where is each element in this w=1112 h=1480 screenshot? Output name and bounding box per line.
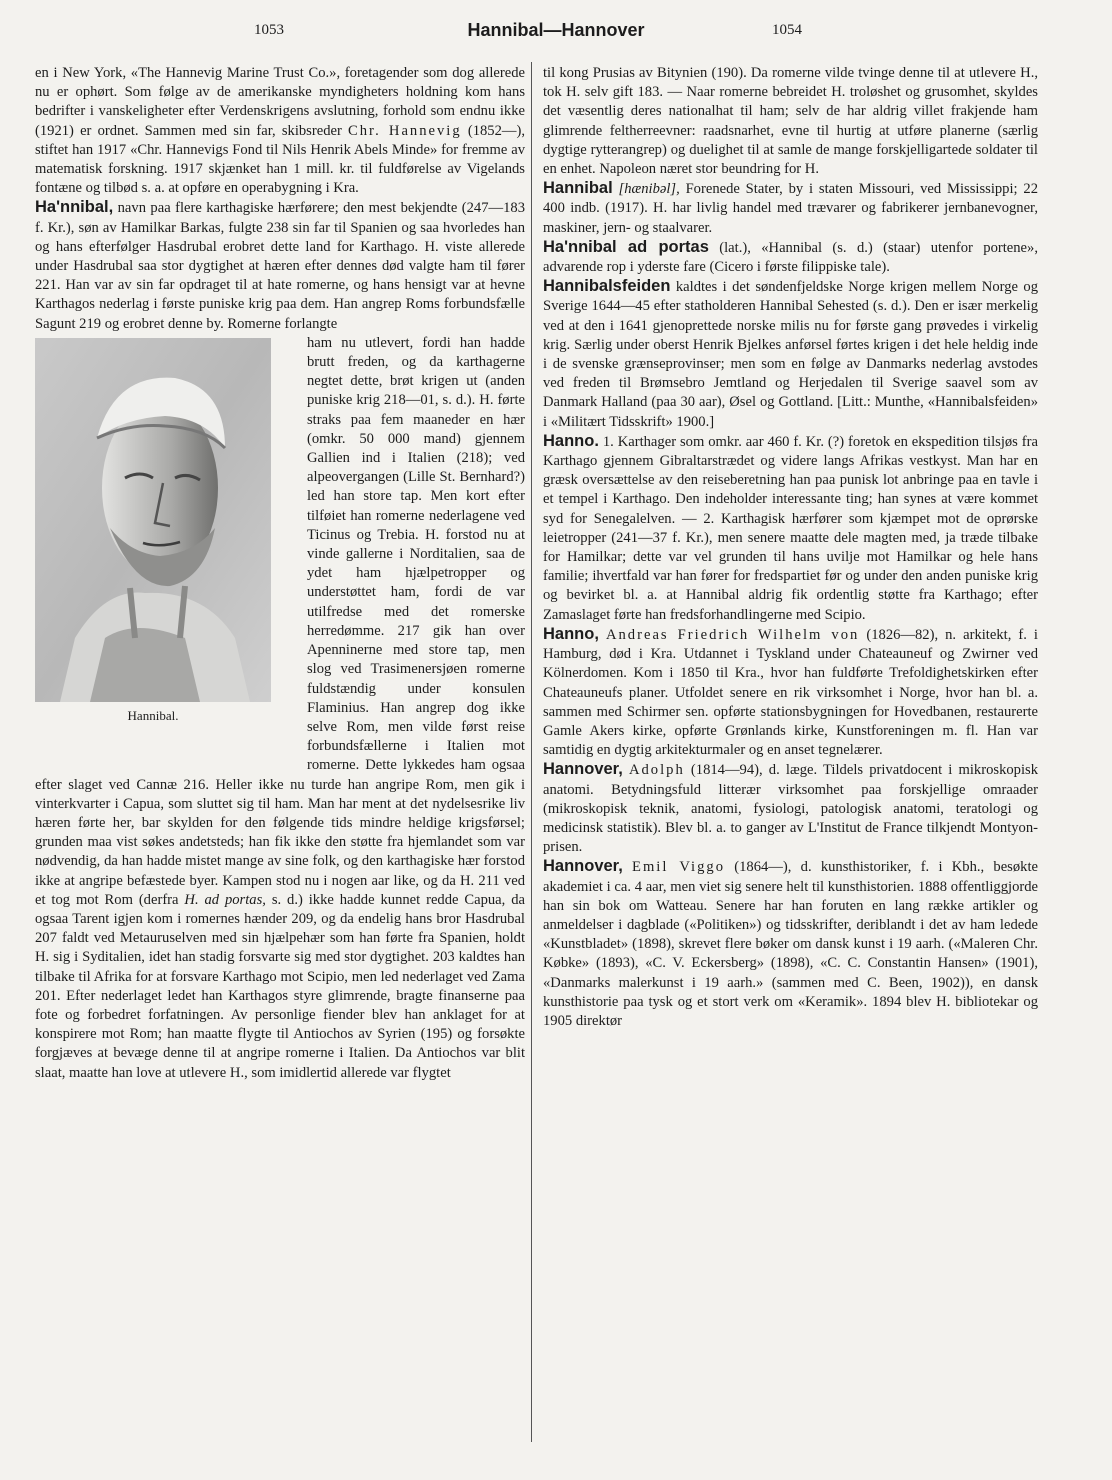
column-divider xyxy=(531,62,532,1442)
headword: Hannibalsfeiden xyxy=(543,277,671,296)
running-title: Hannibal—Hannover xyxy=(467,20,645,40)
headword: Ha'nnibal ad portas xyxy=(543,237,709,256)
page-number-left: 1053 xyxy=(254,22,284,38)
entry-hannibal-end: til kong Prusias av Bitynien (190). Da romerne vilde tvinge denne til at utlevere H., tok H. selv gift 183. — Naar romerne bebreidet H. troløshet og grusomhet, skyldes det væsentlig deres nationalhat til ham; selv de har aldrig villet frakjende ham glimrende feltherreevner: raadsnarhet, evne til hurtig at utføre planerne (særlig dygtige rytterangrep) og duelighet til at samle de mange forskjelligartede soldater til en enhet. Napoleon næret stor beundring for H. xyxy=(543,65,1038,178)
entry-hannover-adolph: Hannover, Adolph (1814—94), d. læge. Tildels privatdocent i mikroskopisk anatomi. Betydningsfuld litterær virksomhet paa forskjellige omraader (mikroskopisk teknik, anatomi, fysiologi, patologisk anatomi, teratologi og medicinsk statistik). Blev bl. a. to ganger av L'Institut de France tilkjendt Montyon-prisen. xyxy=(543,760,1038,856)
hannibal-bust-image xyxy=(35,338,271,702)
figure-caption: Hannibal. xyxy=(127,707,179,723)
headword: Hanno. xyxy=(543,431,599,450)
entry-hannibal-ad-portas: Ha'nnibal ad portas (lat.), «Hannibal (s. d.) (staar) utenfor portene», advarende rop i yderste fare (Cicero i første filippiske tale). xyxy=(543,237,1038,276)
entry-hanno: Hanno. 1. Karthager som omkr. aar 460 f. Kr. (?) foretok en ekspedition tilsjøs fra Karthago gjennem Gibraltarstrædet og videre langs Afrikas vestkyst. Man har en græsk oversættelse av den reiseberetning han paa punisk lot anbringe paa en tavle i et tempel i Karthago. Den indeholder interessante ting; han synes at være kommet syd for Senegalelven. — 2. Karthagisk hærfører som kjæmpet mot de oprørske leietropper (241—37 f. Kr.), men senere maatte dele magten med, ja træde tilbake for Hamilkar; dette var vel grunden til hans uvilje mot Hamilkar og hele hans familie; ihvertfald var han fører for fredspartiet før og under den anden puniske krig og bevirket bl. a. at Hannibal aldrig fik ordentlig støtte fra Karthago; efter Zamaslaget førte han fredsforhandlingerne med Scipio. xyxy=(543,431,1038,623)
page-header xyxy=(0,20,1112,46)
entry-hannibal-cont: ham nu utlevert, fordi han hadde brutt freden, og da karthagerne negtet dette, brøt krigen ut (anden puniske krig 218—01, s. d.). H. førte straks paa fem maaneder en hær (omkr. 50 000 mand) gjennem Gallien ind i Italien (218); ved alpeovergangen (Lille St. Bernhard?) led han store tap. Men kort efter tilføiet han romerne nederlagene ved Ticinus og Trebia. H. forstod nu at vinde gallerne i Norditalien, saa de ydet ham hjælpetropper og understøttet ham, fordi de var utilfredse med det romerske herredømme. 217 gik han over Apenninerne med store tap, men slog ved Trasimenersjøen romerne fuldstændig under konsulen Flaminius. Han angrep dog ikke selve Rom, men vilde først reise forbundsfællerne i Italien mot romerne. Dette lykkedes ham ogsaa efter slaget ved Cannæ 216. Heller ikke nu turde han angripe Rom, men gik i vinterkvarter i Capua, som sluttet sig til ham. Man har ment at det nydelsesrike liv hæren førte her, bar skylden for den følgende tids mindre heldige krigsførsel; grunden maa vist søkes andetsteds; han fik ikke den støtte fra hjemlandet som var nødvendig, da han hadde mistet mange av sine folk, og den karthagiske hær forstod ikke at angripe befæstede byer. Kampen stod nu i nogen aar like, og da H. 211 ved et tog mot Rom (derfra H. ad portas, s. d.) ikke hadde kunnet redde Capua, da ogsaa Tarent igjen kom i romernes hænder 209, og da endelig hans bror Hasdrubal 207 faldt ved Metauruselven med sin hjælpehær som han førte fra Spanien, holdt H. sig i Syditalien, idet han stadig forsvarte sig med stor dygtighet. 203 kaldtes han tilbake til Afrika for at forsvare Karthago mot Scipio, men led nederlaget ved Zama 201. Efter nederlaget ledet han Karthagos styre glimrende, bragte finanserne paa fote og forbedret forfatningen. Av personlige fiender blev han anklaget for at konspirere mot Rom; han maatte flygte til Antiochos av Syrien (195) og forsøkte forgjæves at bevæge denne til at angripe romerne i Italien. Da Antiochos var blit slaat, maatte han love at utlevere H., som imidlertid allerede var flygtet xyxy=(35,334,525,1081)
left-column xyxy=(35,64,525,1083)
right-column xyxy=(543,64,1038,1031)
entry-hannibal: Ha'nnibal, navn paa flere karthagiske hærførere; den mest bekjendte (247—183 f. Kr.), søn av Hamilkar Barkas, fulgte 238 sin far til Spanien og saa hvorledes han og hans efterfølger Hasdrubal erobret dette land for Karthago. H. viste allerede under Hasdrubal saa stor dygtighet at hæren efter dennes død valgte ham til fører 221. Han var av sin far opdraget til at hate romerne, og hans hensigt var at hevne Karthagos nederlag i første puniske krig paa dem. Han angrep Roms forbundsfælle Sagunt 219 og erobret denne by. Romerne forlangte xyxy=(35,198,525,332)
headword: Hannibal xyxy=(543,179,613,198)
headword: Hanno, xyxy=(543,624,599,643)
entry-hannibal-city: Hannibal [hænibəl], Forenede Stater, by i staten Missouri, ved Mississippi; 22 400 indb. (1917). H. har livlig handel med trævarer og fabrikerer jernbanevogner, maskiner, jern- og staalvarer. xyxy=(543,179,1038,236)
headword: Hannover, xyxy=(543,760,623,779)
headword: Hannover, xyxy=(543,857,623,876)
page-number-right: 1054 xyxy=(772,22,802,38)
hannibal-bust-figure xyxy=(35,338,297,758)
entry-hannibalsfeiden: Hannibalsfeiden kaldtes i det søndenfjeldske Norge krigen mellem Norge og Sverige 1644—45 efter statholderen Hannibal Sehested (s. d.). Den er især merkelig ved at den i 1641 gjenoprettede norske milis nu for første gang prøvedes i virkelig krig. Særlig under oberst Henrik Bjelkes anførsel førtes krigen i det hele heldig inde i de svenske grænseprovinser; men som en følge av Danmarks nederlag avstodes ved freden til Brømsebro Jemtland og Herjedalen til Sverige saavel som av Danmark Halland (paa 30 aar), Øsel og Gottland. [Litt.: Munthe, «Hannibalsfeiden» i «Militært Tidsskrift» 1900.] xyxy=(543,277,1038,430)
headword: Ha'nnibal, xyxy=(35,198,114,217)
entry-hannover-emil: Hannover, Emil Viggo (1864—), d. kunsthistoriker, f. i Kbh., besøkte akademiet i ca. 4 aar, men viet sig senere helt til kunsthistorien. 1888 offentliggjorde han sin bok om Watteau. Senere har han foruten en lang række artikler og anmeldelser i dagblade («Politiken») og tidsskrifter, deriblandt i det av ham ledede «Kunstbladet» (1898), skrevet flere bøker om dansk kunst i 19 aarh. («Maleren Chr. Købke» (1893), «C. V. Eckersberg» (1898), «C. C. Constantin Hansen» (1901), «Danmarks malerkunst i 19 aarh.» (sammen med C. Been, 1902)), en dansk kunsthistorie paa tysk og et stort verk om «Keramik». 1894 blev H. bibliotekar og 1905 direktør xyxy=(543,857,1038,1029)
entry-hanno-architect: Hanno, Andreas Friedrich Wilhelm von (1826—82), n. arkitekt, f. i Hamburg, død i Kra. Utdannet i Tyskland under Chateauneuf og Zwirner ved Kölnerdomen. Kom i 1850 til Kra., hvor han fuldførte Trefoldighetskirken efter Chateauneufs planer. Utfoldet senere en rik virksomhet i Norge, hvor han bl. a. sammen med Schirmer sen. opførte stationsbygningen for Hovedbanen, restaurerte Gamle Akers kirke, opførte Grønlands kirke, Kunstforeningen m. fl. Han var samtidig en dygtig arkitekturmaler og en anset tegnelærer. xyxy=(543,624,1038,759)
entry-hannevig-continuation: en i New York, «The Hannevig Marine Trust Co.», foretagender som dog allerede nu er ophørt. Som følge av de amerikanske myndigheters holdning kom hans bedrifter i vanskeligheter efter Verdenskrigens avslutning, forhold som endnu ikke (1921) er ordnet. Sammen med sin far, skibsreder Chr. Hannevig (1852—), stiftet han 1917 «Chr. Hannevigs Fond til Nils Henrik Abels Minde» for fremme av matematisk forskning. 1917 skjænket han 1 mill. kr. til fuldførelse av Vigelands fontæne og tilbød s. a. at opføre en operabygning i Kra. xyxy=(35,65,525,197)
